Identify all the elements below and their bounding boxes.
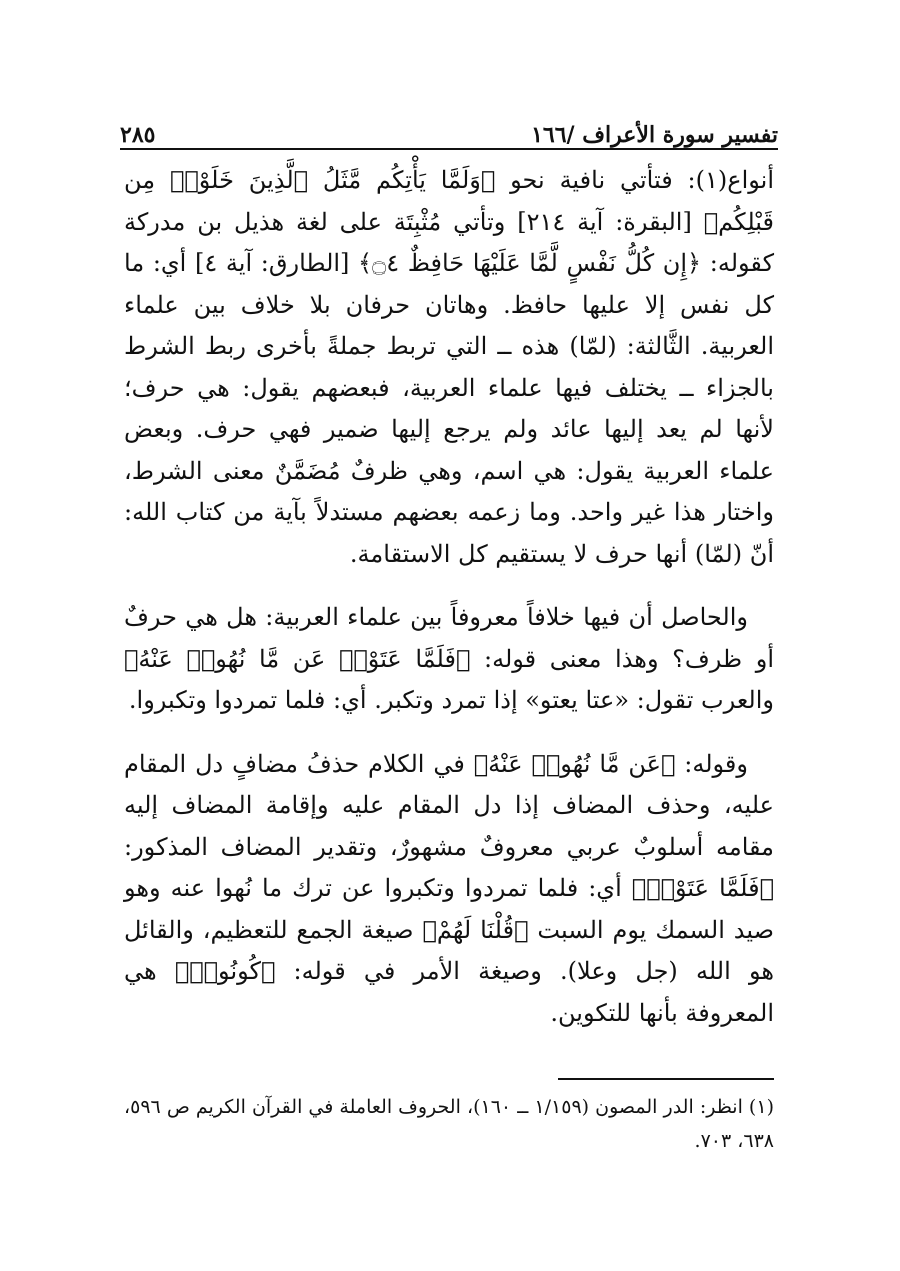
running-header — [120, 108, 778, 148]
paragraph-2: والحاصل أن فيها خلافاً معروفاً بين علماء العربية: هل هي حرفٌ أو ظرف؟ وهذا معنى قوله: ﴿فَلَمَّا عَتَوْا۟ عَن مَّا نُهُوا۟ عَنْهُ﴾ والعرب تقول: «عتا يعتو» إذا تمرد وتكبر. أي: فلما تمردوا وتكبروا. — [124, 603, 774, 714]
footnote: (١) انظر: الدر المصون (١/١٥٩ ــ ١٦٠)، الحروف العاملة في القرآن الكريم ص ٥٩٦، ٦٣٨، ٧٠٣. — [124, 1096, 774, 1152]
page-number: ٢٨٥ — [120, 122, 156, 148]
header-title: تفسير سورة الأعراف /١٦٦ — [531, 122, 778, 148]
paragraph-1: أنواع(١): فتأتي نافية نحو ﴿وَلَمَّا يَأْتِكُم مَّثَلُ ٱلَّذِينَ خَلَوْا۟ مِن قَبْلِكُم﴾ [البقرة: آية ٢١٤] وتأتي مُثْبِتَة على لغة هذيل بن مدركة كقوله: ﴿إِن كُلُّ نَفْسٍ لَّمَّا عَلَيْهَا حَافِظٌ ۝٤﴾ [الطارق: آية ٤] أي: ما كل نفس إلا عليها حافظ. وهاتان حرفان بلا خلاف بين علماء العربية. الثَّالثة: (لمّا) هذه ــ التي تربط جملةً بأخرى ربط الشرط بالجزاء ــ يختلف فيها علماء العربية، فبعضهم يقول: هي حرف؛ لأنها لم يعد إليها عائد ولم يرجع إليها ضمير فهي حرف. وبعض علماء العربية يقول: هي اسم، وهي ظرفٌ مُضَمَّنٌ معنى الشرط، واختار هذا غير واحد. وما زعمه بعضهم مستدلاً بآية من كتاب الله: أنّ (لمّا) أنها حرف لا يستقيم كل الاستقامة. — [124, 166, 775, 568]
footnote-rule — [558, 1078, 774, 1080]
header-rule — [120, 148, 778, 150]
body-text — [124, 160, 774, 1034]
paragraph-3: وقوله: ﴿عَن مَّا نُهُوا۟ عَنْهُ﴾ في الكلام حذفُ مضافٍ دل المقام عليه، وحذف المضاف إذا دل المقام عليه وإقامة المضاف إليه مقامه أسلوبٌ عربي معروفٌ مشهورٌ، وتقدير المضاف المذكور: ﴿فَلَمَّا عَتَوْا۟﴾ أي: فلما تمردوا وتكبروا عن ترك ما نُهوا عنه وهو صيد السمك يوم السبت ﴿قُلْنَا لَهُمْ﴾ صيغة الجمع للتعظيم، والقائل هو الله (جل وعلا). وصيغة الأمر في قوله: ﴿كُونُوا۟﴾ هي المعروفة بأنها للتكوين. — [124, 749, 774, 1027]
